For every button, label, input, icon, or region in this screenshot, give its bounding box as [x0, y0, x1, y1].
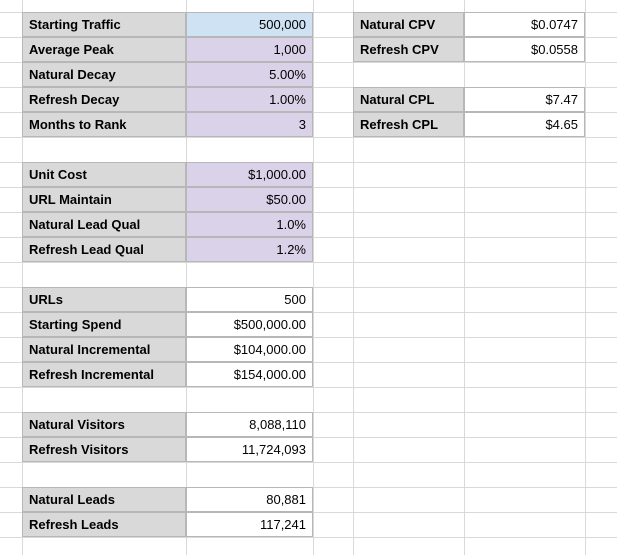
row-label-months-to-rank[interactable]: Months to Rank [22, 112, 186, 137]
row-label-natural-incremental[interactable]: Natural Incremental [22, 337, 186, 362]
grid-column-line [464, 0, 465, 555]
row-value-natural-decay[interactable]: 5.00% [186, 62, 313, 87]
row-value-refresh-leads[interactable]: 117,241 [186, 512, 313, 537]
row-label-url-maintain[interactable]: URL Maintain [22, 187, 186, 212]
row-value-refresh-lead-qual[interactable]: 1.2% [186, 237, 313, 262]
row-value-refresh-decay[interactable]: 1.00% [186, 87, 313, 112]
row-label-refresh-decay[interactable]: Refresh Decay [22, 87, 186, 112]
row-value-refresh-incremental[interactable]: $154,000.00 [186, 362, 313, 387]
row-label-urls[interactable]: URLs [22, 287, 186, 312]
row-value-natural-cpv[interactable]: $0.0747 [464, 12, 585, 37]
row-label-starting-traffic[interactable]: Starting Traffic [22, 12, 186, 37]
row-label-average-peak[interactable]: Average Peak [22, 37, 186, 62]
row-label-refresh-visitors[interactable]: Refresh Visitors [22, 437, 186, 462]
row-label-natural-cpv[interactable]: Natural CPV [353, 12, 464, 37]
grid-column-line [585, 0, 586, 555]
row-label-natural-visitors[interactable]: Natural Visitors [22, 412, 186, 437]
row-value-natural-cpl[interactable]: $7.47 [464, 87, 585, 112]
grid-column-line [353, 0, 354, 555]
row-value-starting-spend[interactable]: $500,000.00 [186, 312, 313, 337]
row-label-refresh-leads[interactable]: Refresh Leads [22, 512, 186, 537]
row-label-refresh-incremental[interactable]: Refresh Incremental [22, 362, 186, 387]
row-value-natural-visitors[interactable]: 8,088,110 [186, 412, 313, 437]
row-label-natural-lead-qual[interactable]: Natural Lead Qual [22, 212, 186, 237]
grid-row-line [0, 387, 617, 388]
grid-row-line [0, 537, 617, 538]
row-value-natural-lead-qual[interactable]: 1.0% [186, 212, 313, 237]
grid-row-line [0, 137, 617, 138]
row-value-refresh-cpv[interactable]: $0.0558 [464, 37, 585, 62]
row-value-starting-traffic[interactable]: 500,000 [186, 12, 313, 37]
grid-row-line [0, 462, 617, 463]
row-value-months-to-rank[interactable]: 3 [186, 112, 313, 137]
row-value-refresh-cpl[interactable]: $4.65 [464, 112, 585, 137]
row-value-natural-incremental[interactable]: $104,000.00 [186, 337, 313, 362]
row-label-natural-leads[interactable]: Natural Leads [22, 487, 186, 512]
row-value-urls[interactable]: 500 [186, 287, 313, 312]
grid-column-line [313, 0, 314, 555]
row-value-refresh-visitors[interactable]: 11,724,093 [186, 437, 313, 462]
row-value-url-maintain[interactable]: $50.00 [186, 187, 313, 212]
grid-row-line [0, 262, 617, 263]
row-value-natural-leads[interactable]: 80,881 [186, 487, 313, 512]
row-label-unit-cost[interactable]: Unit Cost [22, 162, 186, 187]
row-label-natural-decay[interactable]: Natural Decay [22, 62, 186, 87]
row-value-average-peak[interactable]: 1,000 [186, 37, 313, 62]
row-value-unit-cost[interactable]: $1,000.00 [186, 162, 313, 187]
row-label-starting-spend[interactable]: Starting Spend [22, 312, 186, 337]
row-label-natural-cpl[interactable]: Natural CPL [353, 87, 464, 112]
row-label-refresh-lead-qual[interactable]: Refresh Lead Qual [22, 237, 186, 262]
row-label-refresh-cpv[interactable]: Refresh CPV [353, 37, 464, 62]
row-label-refresh-cpl[interactable]: Refresh CPL [353, 112, 464, 137]
